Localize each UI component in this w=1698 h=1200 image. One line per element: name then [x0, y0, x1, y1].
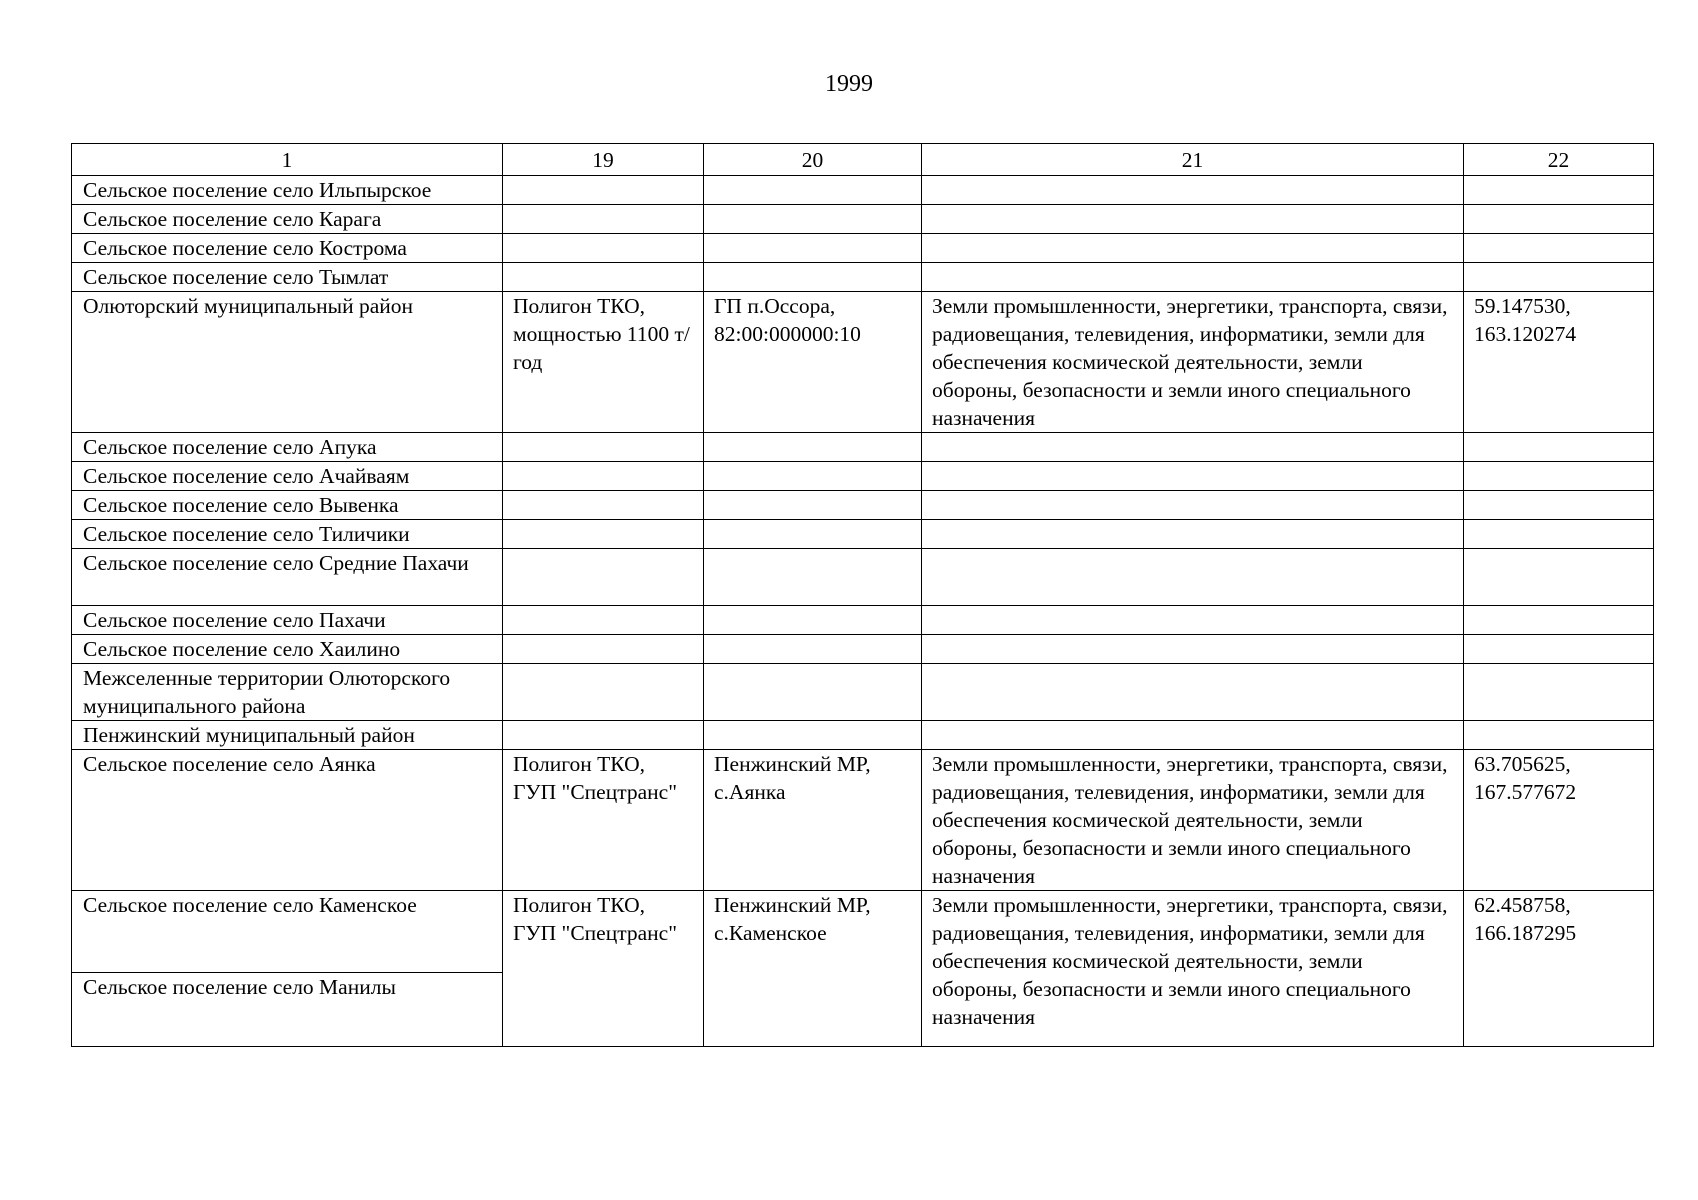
- district-cell: Пенжинский муниципальный район: [72, 721, 503, 750]
- settlement-cell: Сельское поселение село Пахачи: [72, 606, 503, 635]
- settlement-cell: Сельское поселение село Тымлат: [72, 263, 503, 292]
- table-row: [72, 263, 1654, 292]
- empty-cell: [922, 664, 1464, 721]
- empty-cell: [503, 520, 704, 549]
- empty-cell: [1464, 462, 1654, 491]
- empty-cell: [503, 606, 704, 635]
- empty-cell: [704, 520, 922, 549]
- empty-cell: [922, 433, 1464, 462]
- empty-cell: [704, 234, 922, 263]
- settlement-cell: Сельское поселение село Каменское: [72, 891, 503, 973]
- settlement-cell: Сельское поселение село Хаилино: [72, 635, 503, 664]
- settlement-cell: Сельское поселение село Тиличики: [72, 520, 503, 549]
- table-row: [72, 292, 1654, 433]
- empty-cell: [503, 205, 704, 234]
- empty-cell: [704, 606, 922, 635]
- settlement-cell: Сельское поселение село Средние Пахачи: [72, 549, 503, 606]
- empty-cell: [922, 234, 1464, 263]
- table-row: [72, 234, 1654, 263]
- settlement-cell: Сельское поселение село Вывенка: [72, 491, 503, 520]
- column-header: 20: [704, 144, 922, 176]
- column-header: 21: [922, 144, 1464, 176]
- settlement-cell: Сельское поселение село Манилы: [72, 973, 503, 1047]
- column-header: 19: [503, 144, 704, 176]
- coordinates-cell: 59.147530, 163.120274: [1464, 292, 1654, 433]
- empty-cell: [503, 721, 704, 750]
- empty-cell: [1464, 721, 1654, 750]
- empty-cell: [503, 263, 704, 292]
- empty-cell: [922, 520, 1464, 549]
- settlement-cell: Сельское поселение село Аянка: [72, 750, 503, 891]
- empty-cell: [704, 176, 922, 205]
- header-row: [72, 144, 1654, 176]
- empty-cell: [922, 491, 1464, 520]
- empty-cell: [704, 462, 922, 491]
- table-row: [72, 635, 1654, 664]
- empty-cell: [922, 721, 1464, 750]
- empty-cell: [1464, 263, 1654, 292]
- table-row: [72, 750, 1654, 891]
- empty-cell: [503, 462, 704, 491]
- empty-cell: [503, 491, 704, 520]
- table-row: [72, 606, 1654, 635]
- column-header: 22: [1464, 144, 1654, 176]
- empty-cell: [503, 433, 704, 462]
- empty-cell: [503, 234, 704, 263]
- empty-cell: [1464, 176, 1654, 205]
- empty-cell: [922, 635, 1464, 664]
- empty-cell: [922, 176, 1464, 205]
- empty-cell: [1464, 549, 1654, 606]
- empty-cell: [503, 176, 704, 205]
- empty-cell: [704, 263, 922, 292]
- empty-cell: [1464, 635, 1654, 664]
- empty-cell: [503, 635, 704, 664]
- table-row: [72, 891, 1654, 973]
- empty-cell: [704, 664, 922, 721]
- empty-cell: [1464, 606, 1654, 635]
- location-cell: Пенжинский МР, с.Каменское: [704, 891, 922, 1047]
- empty-cell: [922, 205, 1464, 234]
- empty-cell: [503, 549, 704, 606]
- empty-cell: [922, 462, 1464, 491]
- table-row: [72, 721, 1654, 750]
- facility-cell: Полигон ТКО, мощностью 1100 т/год: [503, 292, 704, 433]
- empty-cell: [704, 205, 922, 234]
- empty-cell: [922, 549, 1464, 606]
- settlement-cell: Сельское поселение село Ильпырское: [72, 176, 503, 205]
- data-table: [71, 143, 1654, 1047]
- table-row: [72, 433, 1654, 462]
- table-row: [72, 205, 1654, 234]
- table-row: [72, 462, 1654, 491]
- coordinates-cell: 62.458758, 166.187295: [1464, 891, 1654, 1047]
- empty-cell: [1464, 433, 1654, 462]
- location-cell: Пенжинский МР, с.Аянка: [704, 750, 922, 891]
- coordinates-cell: 63.705625, 167.577672: [1464, 750, 1654, 891]
- table-row: [72, 549, 1654, 606]
- settlement-cell: Сельское поселение село Апука: [72, 433, 503, 462]
- settlement-cell: Сельское поселение село Карага: [72, 205, 503, 234]
- empty-cell: [1464, 491, 1654, 520]
- table-row: [72, 664, 1654, 721]
- table-row: [72, 491, 1654, 520]
- empty-cell: [1464, 234, 1654, 263]
- page-number: 1999: [825, 71, 873, 97]
- empty-cell: [1464, 205, 1654, 234]
- empty-cell: [1464, 664, 1654, 721]
- empty-cell: [704, 635, 922, 664]
- settlement-cell: Сельское поселение село Ачайваям: [72, 462, 503, 491]
- land-category-cell: Земли промышленности, энергетики, транспорта, связи, радиовещания, телевидения, информатики, земли для обеспечения космической деятельности, земли обороны, безопасности и земли иного специального назначения: [922, 750, 1464, 891]
- district-cell: Олюторский муниципальный район: [72, 292, 503, 433]
- empty-cell: [704, 549, 922, 606]
- location-cell: ГП п.Оссора, 82:00:000000:10: [704, 292, 922, 433]
- empty-cell: [1464, 520, 1654, 549]
- empty-cell: [503, 664, 704, 721]
- empty-cell: [922, 606, 1464, 635]
- table-row: [72, 520, 1654, 549]
- column-header: 1: [72, 144, 503, 176]
- empty-cell: [922, 263, 1464, 292]
- facility-cell: Полигон ТКО, ГУП "Спецтранс": [503, 750, 704, 891]
- land-category-cell: Земли промышленности, энергетики, транспорта, связи, радиовещания, телевидения, информатики, земли для обеспечения космической деятельности, земли обороны, безопасности и земли иного специального назначения: [922, 292, 1464, 433]
- empty-cell: [704, 721, 922, 750]
- settlement-cell: Сельское поселение село Кострома: [72, 234, 503, 263]
- empty-cell: [704, 433, 922, 462]
- table-row: [72, 176, 1654, 205]
- land-category-cell: Земли промышленности, энергетики, транспорта, связи, радиовещания, телевидения, информатики, земли для обеспечения космической деятельности, земли обороны, безопасности и земли иного специального назначения: [922, 891, 1464, 1047]
- facility-cell: Полигон ТКО, ГУП "Спецтранс": [503, 891, 704, 1047]
- empty-cell: [704, 491, 922, 520]
- settlement-cell: Межселенные территории Олюторского муниципального района: [72, 664, 503, 721]
